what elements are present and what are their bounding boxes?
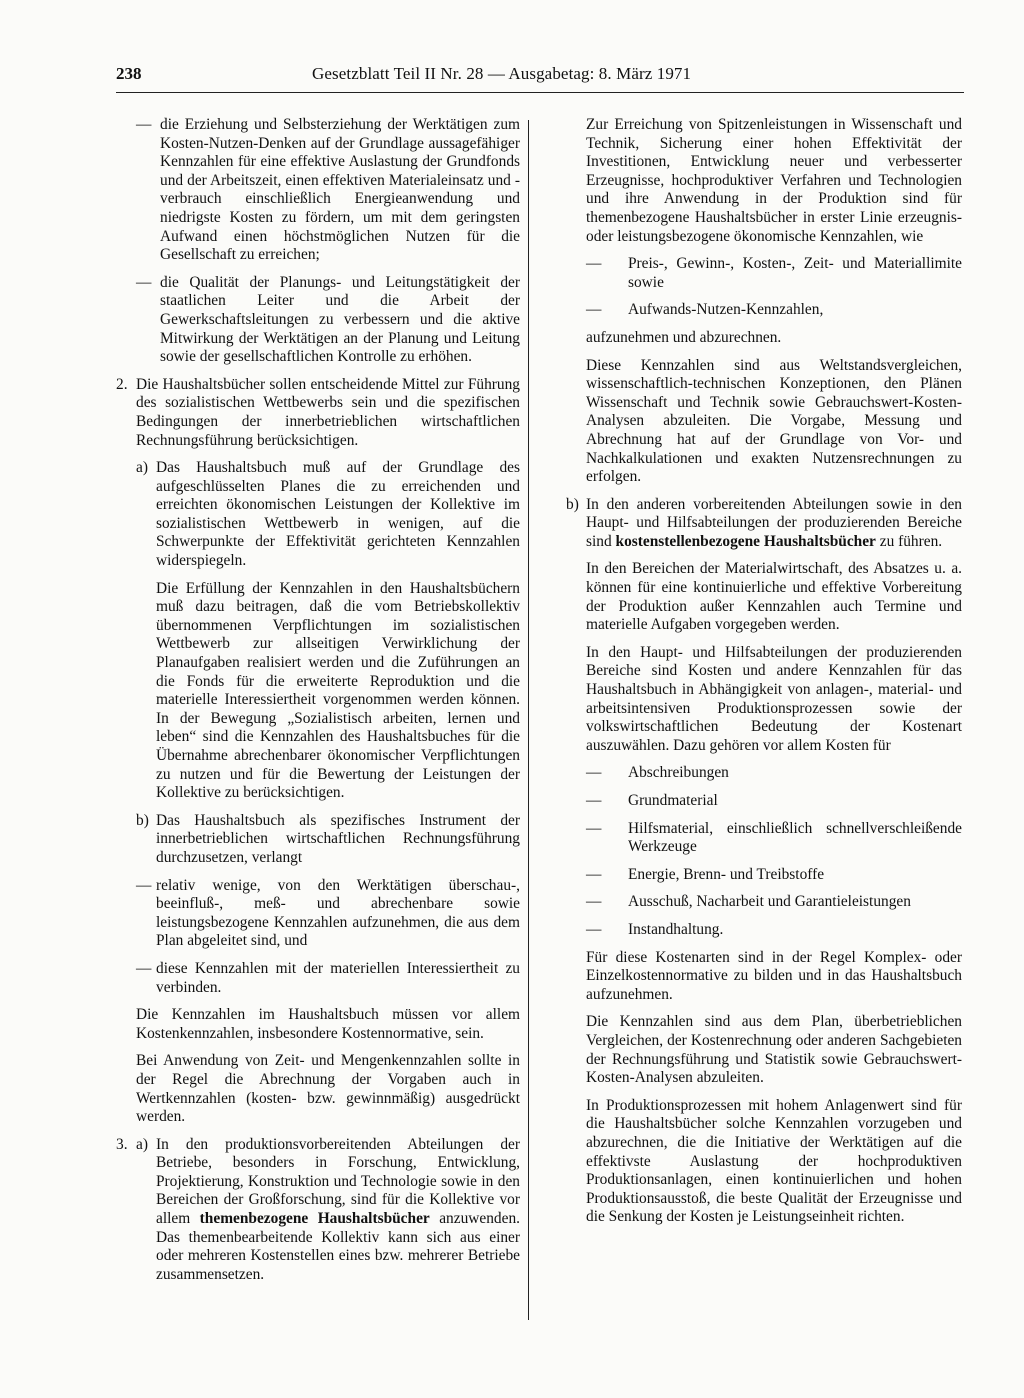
paragraph: Bei Anwendung von Zeit- und Mengenkennzahlen sollte in der Regel die Abrechnung der Vorgaben auch in Wertkennzahlen (kosten- bzw. gewinnmäßig) ausgedrückt werden. <box>136 1052 520 1126</box>
numbered-item-2 <box>116 376 520 450</box>
paragraph: Die Kennzahlen sind aus dem Plan, überbetrieblichen Vergleichen, der Kostenrechnung oder anderen Sachgebieten der Rechnungsführung und Statistik sowie Gebrauchswert-Kosten-Analysen abzuleiten. <box>586 1013 962 1087</box>
list-item <box>586 255 962 292</box>
dash-mark: — <box>586 764 602 782</box>
item-letter: b) <box>566 495 579 513</box>
dash-mark: — <box>586 819 602 837</box>
paragraph-text: Die Haushaltsbücher sollen entscheidende Mittel zur Führung des sozialistischen Wettbewerbs sein und die spezifischen Bedingungen der innerbetrieblichen wirtschaftlichen Rechnungsführung berücksichtigen. <box>136 375 520 449</box>
paragraph-text <box>586 496 962 552</box>
paragraph: In Produktionsprozessen mit hohem Anlagenwert sind für die Haushaltsbücher solche Kennzahlen vorzugeben und abzurechnen, die die Initiative der Werktätigen auf die effektivste Auslastung der hochproduktiven Produktionsanlagen, einen kontinuierlichen und hohen Produktionsausstoß, die beste Qualität der Erzeugnisse und die Senkung der Kosten je Leistungseinheit richten. <box>586 1096 962 1226</box>
dash-mark: — <box>136 116 152 133</box>
list-text: Ausschuß, Nacharbeit und Garantieleistungen <box>628 893 911 911</box>
dash-mark: — <box>586 893 602 911</box>
page-header <box>116 64 966 88</box>
list-text: Abschreibungen <box>628 764 729 782</box>
item-number: 3. <box>116 1135 128 1153</box>
sub-item-b <box>116 812 520 868</box>
paragraph: Die Erfüllung der Kennzahlen in den Haushaltsbüchern muß dazu beitragen, daß die vom Betriebskollektiv übernommenen Verpflichtungen im sozialistischen Wettbewerb zur allseitigen Verwirklichung der Planaufgaben realisiert werden und die Zuführungen an die Fonds für die erweiterte Reproduktion und die materielle Interessiertheit vorgenommen werden können. In der Bewegung „Sozialistisch arbeiten, lernen und leben“ sind die Kennzahlen des Haushaltsbuches für die Übernahme abrechenbarer ökonomischer Verpflichtungen zu nutzen und für die Bewertung der Leistungen der Kollektive zu berücksichtigen. <box>156 579 520 802</box>
item-letter: b) <box>136 811 149 829</box>
text-run: anzuwenden. Das themenbearbeitende Kollektiv kann sich aus einer oder mehreren Kostenstellen eines bzw. mehrerer Betriebe zusammensetzen. <box>156 1210 520 1283</box>
header-title: Gesetzblatt Teil II Nr. 28 — Ausgabetag: 8. März 1971 <box>312 64 692 83</box>
list-item <box>116 960 520 997</box>
paragraph: Für diese Kostenarten sind in der Regel Komplex- oder Einzelkostennormative zu bilden und in das Haushaltsbuch aufzunehmen. <box>586 948 962 1003</box>
list-item <box>586 792 962 811</box>
paragraph-text <box>156 1136 520 1285</box>
paragraph: In den Haupt- und Hilfsabteilungen der produzierenden Bereiche sind Kosten und andere Kennzahlen für das Haushaltsbuch in Abhängigkeit von anlagen-, material- und arbeitsintensiven Produktionsprozessen sowie der volkswirtschaftlichen Bedeutung der Kostenart auszuwählen. Dazu gehören vor allem Kosten für <box>586 643 962 754</box>
list-text: Instandhaltung. <box>628 920 724 938</box>
list-text: Grundmaterial <box>628 792 718 809</box>
right-column <box>566 116 962 1236</box>
text-run: In den produktionsvorbereitenden Abteilungen der Betriebe, besonders in Forschung, Entwicklung, Projektierung, Konstruktion und Technologie sowie in den Bereichen der Großforschung, sind für die Kollektive vor allem <box>156 1135 520 1228</box>
numbered-item-3 <box>116 1136 520 1285</box>
list-text: Hilfsmaterial, einschließlich schnellverschleißende Werkzeuge <box>628 819 962 856</box>
paragraph: Diese Kennzahlen sind aus Weltstandsvergleichen, wissenschaftlich-technischen Konzeptionen, den Plänen Wissenschaft und Technik sowie Gebrauchswert-Kosten-Analysen abzuleiten. Die Vorgabe, Messung und Abrechnung hat auf der Grundlage von Vor- und Nachkalkulationen und exakten Nutzensrechnungen zu erfolgen. <box>586 356 962 486</box>
paragraph-text: relativ wenige, von den Werktätigen überschau-, beeinfluß-, meß- und abrechenbare sowie leistungsbezogene Kennzahlen aufzunehmen, die aus dem Plan abgeleitet sind, und <box>156 876 520 950</box>
list-text: Energie, Brenn- und Treibstoffe <box>628 865 825 883</box>
list-item <box>586 866 962 885</box>
list-item <box>586 820 962 857</box>
text-run: zu führen. <box>875 532 943 550</box>
sub-item-b <box>566 496 962 552</box>
dash-mark: — <box>586 920 602 938</box>
paragraph-text: die Qualität der Planungs- und Leitungstätigkeit der staatlichen Leiter und die Arbeit der Gewerkschaftsleitungen zu verbessern und die aktive Mitwirkung der Werktätigen an der Planung und Leitung sowie der gesellschaftlichen Kontrolle zu erhöhen. <box>160 273 520 366</box>
dash-mark: — <box>136 959 152 977</box>
list-item <box>116 116 520 265</box>
item-letter: a) <box>136 1135 148 1153</box>
bold-term: themenbezogene Haushaltsbücher <box>199 1210 430 1228</box>
paragraph: Die Kennzahlen im Haushaltsbuch müssen vor allem Kostenkennzahlen, insbesondere Kostennormative, sein. <box>136 1006 520 1042</box>
page-number: 238 <box>116 64 142 83</box>
list-item <box>586 764 962 783</box>
list-item <box>586 893 962 912</box>
paragraph-text: die Erziehung und Selbsterziehung der Werktätigen zum Kosten-Nutzen-Denken auf der Grundlage aussagefähiger Kennzahlen für eine effektive Auslastung der Grundfonds und der Arbeitszeit, einen effektiven Materialeinsatz und -verbrauch einschließlich Energieanwendung und niedrigste Kosten zu fördern, um mit dem geringsten Aufwand einen höchstmöglichen Nutzen für die Gesellschaft zu erreichen; <box>160 116 520 264</box>
bold-term: kostenstellenbezogene Haushaltsbücher <box>615 532 876 550</box>
paragraph-text: Preis-, Gewinn-, Kosten-, Zeit- und Materiallimite sowie <box>628 255 962 291</box>
paragraph: Zur Erreichung von Spitzenleistungen in Wissenschaft und Technik, Sicherung einer hohen Effektivität der Investitionen, Entwicklung neuer und verbesserter Erzeugnisse, hochproduktiver Verfahren und Technologien und ihre Anwendung in der Produktion sind für themenbezogene Haushaltsbücher in erster Linie erzeugnis- oder leistungsbezogene ökonomische Kennzahlen, wie <box>586 116 962 245</box>
dash-mark: — <box>136 876 152 894</box>
item-letter: a) <box>136 459 148 477</box>
dash-mark: — <box>586 865 602 883</box>
paragraph: aufzunehmen und abzurechnen. <box>586 328 782 346</box>
list-item <box>586 921 962 940</box>
paragraph-text: Das Haushaltsbuch als spezifisches Instrument der innerbetrieblichen wirtschaftlichen Rechnungsführung durchzusetzen, verlangt <box>156 811 520 866</box>
list-item <box>586 301 962 320</box>
list-item <box>116 877 520 951</box>
paragraph-text: Das Haushaltsbuch muß auf der Grundlage des aufgeschlüsselten Planes die zu erreichenden und erreichten ökonomischen Leistungen der Kollektive im sozialistischen Wettbewerb in wenigen, auf die Schwerpunkte der Effektivität gerichteten Kennzahlen widerspiegeln. <box>156 459 520 570</box>
header-rule <box>116 92 964 93</box>
sub-item-a <box>116 459 520 571</box>
paragraph: In den Bereichen der Materialwirtschaft, des Absatzes u. a. können für eine kontinuierliche und effektive Vorbereitung der Produktion außer Kennzahlen auch Termine und materielle Aufgaben vorgegeben werden. <box>586 560 962 634</box>
dash-mark: — <box>586 792 602 809</box>
dash-mark: — <box>586 301 602 319</box>
list-item <box>116 274 520 367</box>
paragraph-text: diese Kennzahlen mit der materiellen Interessiertheit zu verbinden. <box>156 959 520 996</box>
item-number: 2. <box>116 375 128 393</box>
column-separator <box>528 120 529 1320</box>
text-run: In den anderen vorbereitenden Abteilungen sowie in den Haupt- und Hilfsabteilungen der produzierenden Bereiche sind <box>586 495 962 550</box>
dash-mark: — <box>136 273 152 291</box>
left-column <box>116 116 520 1293</box>
dash-mark: — <box>586 255 602 273</box>
paragraph-text: Aufwands-Nutzen-Kennzahlen, <box>628 301 824 319</box>
